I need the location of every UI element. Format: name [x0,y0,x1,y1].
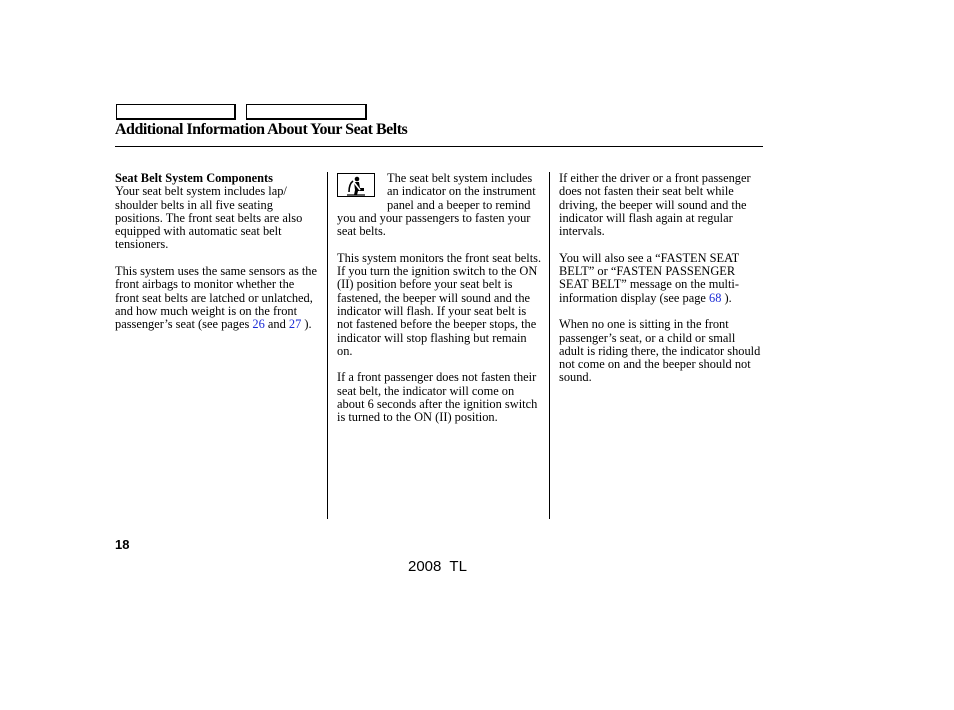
paragraph-message-text: You will also see a “FASTEN SEAT BELT” or “FASTEN PASSENGER SEAT BELT” message on the multi-information display (see page [559,250,740,305]
paragraph-indicator: The seat belt system includes an indicator on the instrument panel and a beeper to remind you and your passengers to fasten your seat belts. [337,171,536,239]
paragraph-sensors [115,265,321,331]
seat-belt-reminder-icon [337,173,375,197]
page-link-68[interactable]: 68 [709,290,722,305]
paragraph-front-passenger: If a front passenger does not fasten their seat belt, the indicator will come on about 6 seconds after the ignition switch is turned to the ON (II) position. [337,370,538,425]
column-divider [327,172,328,519]
title-divider [115,146,763,147]
paragraph-components: Your seat belt system includes lap/ shoulder belts in all five seating positions. The front seat belts are also equipped with automatic seat belt tensioners. [115,184,303,252]
page-number: 18 [115,537,130,552]
page-link-26[interactable]: 26 [252,317,265,332]
paragraph-message [559,252,763,305]
page-link-27[interactable]: 27 [288,317,302,332]
column-middle [337,172,542,438]
and-text: and [264,317,289,332]
paragraph-driving: If either the driver or a front passenger does not fasten their seat belt while driving, the beeper will sound and the indicator will flash again at regular intervals. [559,171,751,239]
column-right [559,172,763,398]
paragraph-sensors-text: This system uses the same sensors as the front airbags to monitor whether the front seat belts are latched or unlatched, and how much weight is on the front passenger’s seat (see pages [115,264,318,332]
paragraph-monitors: This system monitors the front seat belts. If you turn the ignition switch to the ON (II) position before your seat belt is fastened, the beeper will sound and the indicator will flash. If your seat belt is not fastened before the beeper stops, the indicator will stop flashing but remain on. [337,250,542,358]
paragraph-sensors-end: ). [301,317,312,332]
paragraph-no-one-sitting: When no one is sitting in the front passenger’s seat, or a child or small adult is riding there, the indicator should not come on and the beeper should not sound. [559,317,761,385]
paragraph-message-end: ). [721,290,732,305]
page-title: Additional Information About Your Seat Belts [115,121,408,138]
column-divider [549,172,550,519]
nav-tab-2[interactable] [246,104,367,120]
nav-tab-1[interactable] [116,104,236,120]
footer-model: 2008 TL [408,558,467,575]
section-heading: Seat Belt System Components [115,171,273,185]
column-left [115,172,321,345]
